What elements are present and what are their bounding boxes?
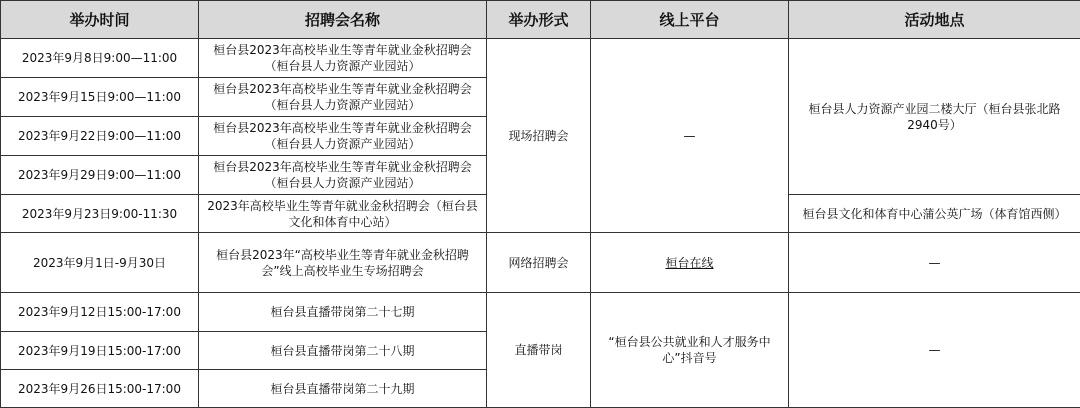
cell-time: 2023年9月12日15:00-17:00	[1, 293, 199, 332]
cell-platform-online	[591, 233, 789, 293]
header-platform: 线上平台	[591, 1, 789, 39]
cell-location-live: —	[789, 293, 1080, 408]
cell-time: 2023年9月23日9:00-11:30	[1, 195, 199, 233]
header-form: 举办形式	[487, 1, 591, 39]
cell-platform-onsite: —	[591, 39, 789, 233]
table-row	[1, 233, 1080, 293]
header-name: 招聘会名称	[199, 1, 487, 39]
cell-name: 桓台县2023年高校毕业生等青年就业金秋招聘会（桓台县人力资源产业园站）	[199, 117, 487, 156]
cell-form-online: 网络招聘会	[487, 233, 591, 293]
cell-time: 2023年9月26日15:00-17:00	[1, 370, 199, 408]
cell-location-online: —	[789, 233, 1080, 293]
cell-platform-live: “桓台县公共就业和人才服务中心”抖音号	[591, 293, 789, 408]
cell-form-onsite: 现场招聘会	[487, 39, 591, 233]
cell-name: 桓台县直播带岗第二十九期	[199, 370, 487, 408]
header-row	[1, 1, 1080, 39]
cell-form-live: 直播带岗	[487, 293, 591, 408]
cell-name: 2023年高校毕业生等青年就业金秋招聘会（桓台县文化和体育中心站）	[199, 195, 487, 233]
header-location: 活动地点	[789, 1, 1080, 39]
table-row	[1, 293, 1080, 332]
cell-time: 2023年9月19日15:00-17:00	[1, 332, 199, 370]
cell-time: 2023年9月8日9:00—11:00	[1, 39, 199, 78]
table-row	[1, 39, 1080, 78]
cell-name: 桓台县直播带岗第二十八期	[199, 332, 487, 370]
cell-name: 桓台县直播带岗第二十七期	[199, 293, 487, 332]
cell-name: 桓台县2023年高校毕业生等青年就业金秋招聘会（桓台县人力资源产业园站）	[199, 78, 487, 117]
cell-location-park: 桓台县人力资源产业园二楼大厅（桓台县张北路2940号）	[789, 39, 1080, 195]
header-time: 举办时间	[1, 1, 199, 39]
cell-time: 2023年9月29日9:00—11:00	[1, 156, 199, 195]
cell-name: 桓台县2023年高校毕业生等青年就业金秋招聘会（桓台县人力资源产业园站）	[199, 39, 487, 78]
cell-time: 2023年9月15日9:00—11:00	[1, 78, 199, 117]
cell-time: 2023年9月1日-9月30日	[1, 233, 199, 293]
cell-time: 2023年9月22日9:00—11:00	[1, 117, 199, 156]
cell-name: 桓台县2023年“高校毕业生等青年就业金秋招聘会”线上高校毕业生专场招聘会	[199, 233, 487, 293]
cell-name: 桓台县2023年高校毕业生等青年就业金秋招聘会（桓台县人力资源产业园站）	[199, 156, 487, 195]
platform-link[interactable]: 桓台在线	[665, 255, 714, 270]
cell-location-culture: 桓台县文化和体育中心蒲公英广场（体育馆西侧）	[789, 195, 1080, 233]
